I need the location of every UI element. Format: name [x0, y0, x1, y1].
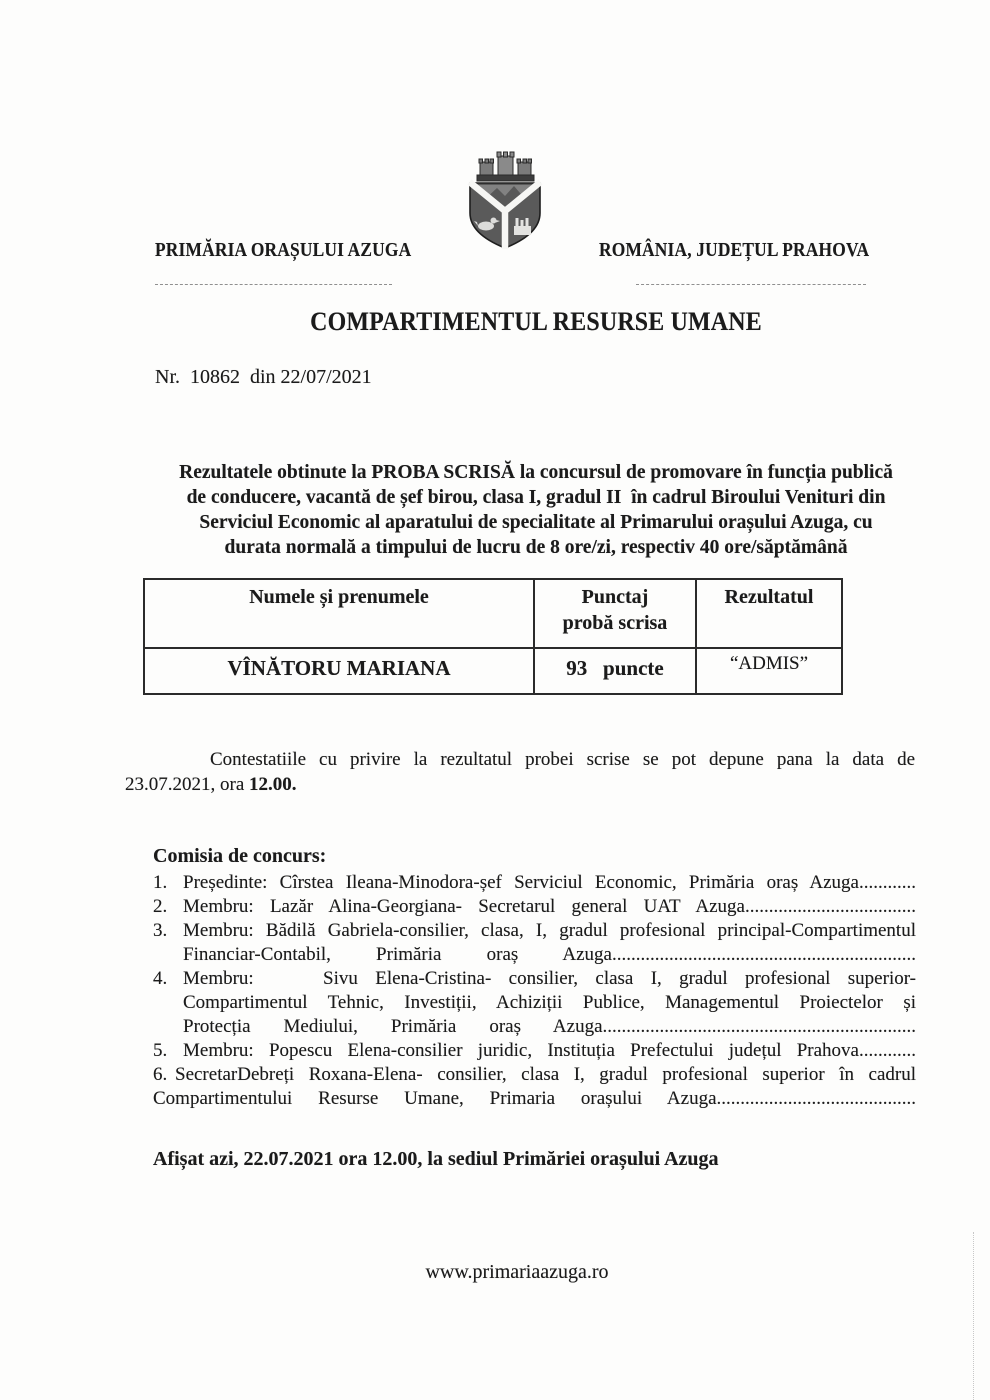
- intro-line: de conducere, vacantă de șef birou, clasa I, gradul II în cadrul Biroului Venituri din: [186, 487, 886, 508]
- commission-item-6: [153, 1063, 916, 1087]
- azuga-coat-of-arms-icon: [462, 150, 548, 250]
- posted-notice: Afișat azi, 22.07.2021 ora 12.00, la sediul Primăriei orașului Azuga: [153, 1148, 719, 1170]
- registration-number: Nr. 10862 din 22/07/2021: [155, 366, 372, 388]
- candidate-score: 93 puncte: [535, 649, 697, 693]
- commission-item-4-cont: Compartimentul Tehnic, Investiții, Achiziții Publice, Managementul Proiectelor și: [183, 992, 916, 1013]
- commission-heading: Comisia de concurs:: [153, 845, 327, 867]
- document-title: COMPARTIMENTUL RESURSE UMANE: [310, 307, 762, 336]
- commission-item-4-cont: Protecția Mediului, Primăria oraș Azuga..................................................................: [183, 1016, 916, 1037]
- intro-paragraph: [126, 460, 946, 560]
- item-number: 3.: [153, 920, 168, 941]
- intro-line: Rezultatele obtinute la PROBA SCRISĂ la concursul de promovare în funcția publică: [179, 462, 893, 483]
- country-county: ROMÂNIA, JUDEȚUL PRAHOVA: [599, 239, 870, 261]
- candidate-result: “ADMIS”: [729, 653, 809, 674]
- commission-item-2: [153, 895, 916, 919]
- item-text: SecretarDebreți Roxana-Elena- consilier, clasa I, gradul profesional superior în cadrul: [175, 1064, 916, 1085]
- item-text: Membru: Popescu Elena-consilier juridic, Instituția Prefectului județul Prahova............: [183, 1040, 916, 1061]
- column-header-score-line1: Punctaj: [581, 586, 649, 608]
- contestation-line2: [125, 772, 915, 797]
- table-row: [145, 649, 841, 693]
- column-header-name: Numele și prenumele: [145, 580, 535, 647]
- scan-artifact: [973, 1232, 974, 1400]
- results-table: [143, 578, 843, 695]
- header-rule-left: [155, 284, 392, 285]
- item-number: 5.: [153, 1040, 168, 1061]
- item-number: 2.: [153, 896, 168, 917]
- column-header-result: Rezultatul: [724, 586, 814, 608]
- contestation-paragraph: [125, 747, 915, 797]
- intro-line: Serviciul Economic al aparatului de specialitate al Primarului orașului Azuga, cu: [199, 512, 873, 533]
- item-text: Președinte: Cîrstea Ileana-Minodora-șef Serviciul Economic, Primăria oraș Azuga............: [183, 872, 916, 893]
- contestation-deadline-hour: 12.00.: [249, 774, 297, 795]
- commission-item-1: [153, 871, 916, 895]
- table-header-row: [145, 580, 841, 649]
- item-number: 4.: [153, 968, 168, 989]
- commission-item-5: [153, 1039, 916, 1063]
- intro-line: durata normală a timpului de lucru de 8 ore/zi, respectiv 40 ore/săptămână: [224, 537, 848, 558]
- commission-list: [153, 871, 916, 1111]
- header-rule-right: [636, 284, 866, 285]
- commission-item-3-cont: Financiar-Contabil, Primăria oraș Azuga................................................................: [183, 944, 916, 965]
- item-number: 6.: [153, 1064, 168, 1085]
- item-number: 1.: [153, 872, 168, 893]
- commission-item-3: [153, 919, 916, 943]
- item-text: Membru: Lazăr Alina-Georgiana- Secretarul general UAT Azuga....................................: [183, 896, 916, 917]
- item-text: Membru: Sivu Elena-Cristina- consilier, clasa I, gradul profesional superior-: [183, 968, 916, 989]
- item-text: Membru: Bădilă Gabriela-consilier, clasa, I, gradul profesional principal-Compartimentul: [183, 920, 916, 941]
- column-header-score: [535, 580, 697, 647]
- commission-item-6-cont: Compartimentului Resurse Umane, Primaria orașului Azuga..........................................: [153, 1088, 916, 1109]
- issuer-name: PRIMĂRIA ORAȘULUI AZUGA: [155, 239, 412, 261]
- contestation-deadline-date: 23.07.2021, ora: [125, 774, 250, 795]
- column-header-score-line2: probă scrisa: [562, 612, 668, 634]
- commission-item-4: [153, 967, 916, 991]
- website-url: www.primariaazuga.ro: [425, 1261, 609, 1283]
- candidate-name: VÎNĂTORU MARIANA: [145, 649, 535, 693]
- contestation-line1: Contestatiile cu privire la rezultatul probei scrise se pot depune pana la data de: [210, 749, 915, 770]
